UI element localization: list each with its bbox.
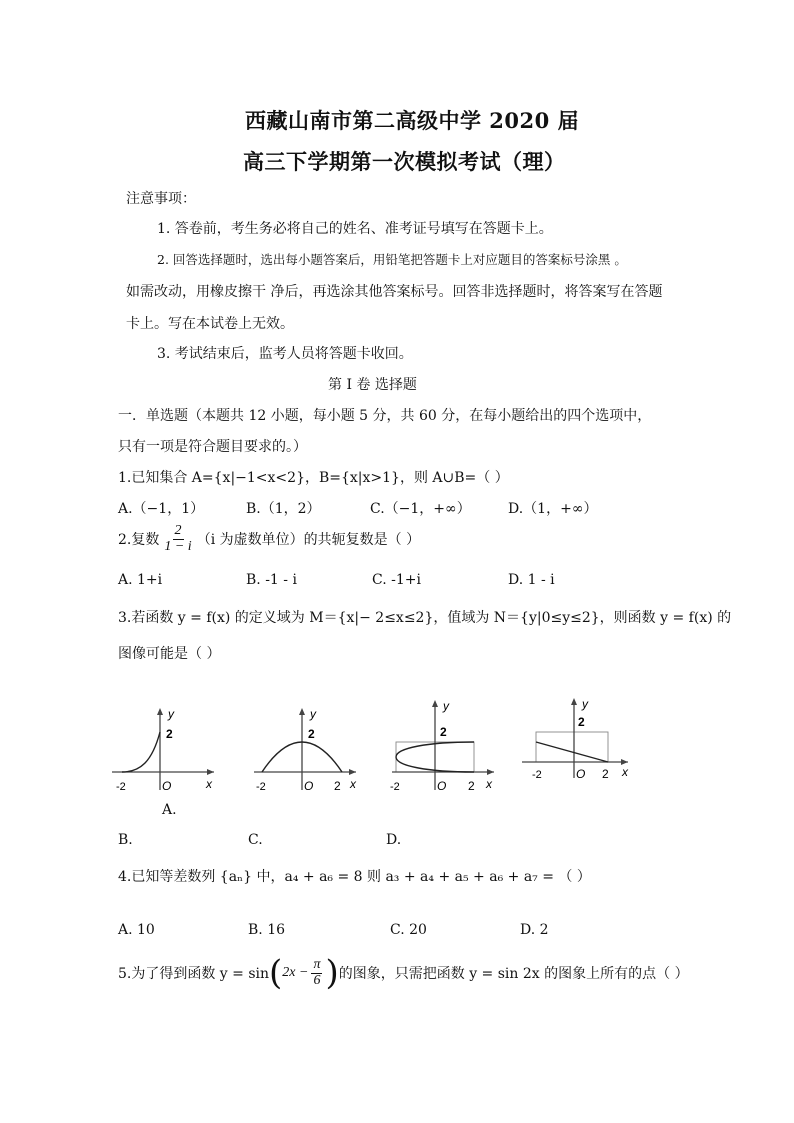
graph-a-curve	[122, 732, 160, 772]
q5-fraction	[311, 958, 322, 988]
graph-a	[108, 702, 220, 794]
q1-option-d: D.（1，+∞）	[508, 501, 598, 517]
q5-numerator: π	[313, 956, 321, 972]
q5-suffix: 的图象，只需把函数 y = sin 2x 的图象上所有的点（ ）	[338, 966, 689, 982]
graph-b-tick-2: 2	[308, 727, 315, 741]
q2-option-d: D. 1 - i	[508, 572, 555, 588]
q5-inner: 2x −	[282, 965, 309, 980]
q2-denominator: 1 − i	[164, 538, 192, 554]
graph-c-tick-pos2: 2	[468, 779, 475, 793]
graph-d-tick-pos2: 2	[602, 767, 609, 781]
q4-stem: 4.已知等差数列 {aₙ} 中，a₄ + a₆ = 8 则 a₃ + a₄ + a₅ + a₆ + a₇ = （ ）	[118, 869, 591, 885]
q4-option-c: C. 20	[390, 922, 427, 938]
q5-stem	[118, 953, 689, 993]
q4-option-a: A. 10	[118, 922, 155, 938]
graph-c	[388, 694, 500, 794]
graph-label-c: C.	[248, 832, 263, 848]
notice-item-3: 3. 考试结束后，监考人员将答题卡收回。	[157, 346, 413, 362]
notice-heading: 注意事项：	[126, 191, 196, 207]
graph-a-origin: O	[162, 779, 172, 793]
graph-c-origin: O	[437, 779, 447, 793]
graph-c-x-arrow	[487, 769, 494, 775]
notice-item-1: 1. 答卷前，考生务必将自己的姓名、准考证号填写在答题卡上。	[157, 221, 553, 237]
q2-fraction	[162, 524, 193, 554]
graph-b-x-arrow	[349, 769, 356, 775]
graph-a-x-label: x	[206, 777, 212, 791]
q4-option-b: B. 16	[248, 922, 286, 938]
graph-c-tick-neg2: -2	[390, 781, 400, 793]
q1-option-b: B.（1，2）	[246, 501, 321, 517]
graph-d-curve	[536, 742, 608, 762]
q1-option-c: C.（−1，+∞）	[370, 501, 471, 517]
graph-d-origin: O	[576, 767, 586, 781]
q2-stem	[118, 524, 420, 554]
graph-d-x-label: x	[622, 765, 628, 779]
graph-b-x-label: x	[350, 777, 356, 791]
graph-d-y-arrow	[571, 698, 577, 705]
graph-c-x-label: x	[486, 777, 492, 791]
graph-label-a: A.	[162, 802, 177, 818]
page-title: 西藏山南市第二高级中学 2020 届	[245, 108, 580, 133]
q2-option-a: A. 1+i	[118, 572, 163, 588]
notice-item-2: 2. 回答选择题时，选出每小题答案后，用铅笔把答题卡上对应题目的答案标号涂黑 。	[157, 252, 627, 267]
q2-suffix: （i 为虚数单位）的共轭复数是（ ）	[196, 532, 421, 549]
graph-d-y-label: y	[582, 697, 588, 711]
graph-d-bounding-box	[536, 732, 608, 762]
q5-left-paren: (	[269, 953, 283, 993]
graph-a-y-label: y	[168, 707, 174, 721]
graph-label-d: D.	[386, 832, 402, 848]
q2-prefix: 2.复数	[118, 532, 160, 549]
q5-prefix: 5.为了得到函数 y = sin	[118, 966, 270, 982]
graph-a-tick-neg2: -2	[116, 781, 126, 793]
graph-d-tick-2: 2	[578, 715, 585, 729]
section-heading-line1: 一．单选题（本题共 12 小题，每小题 5 分，共 60 分，在每小题给出的四个选项中，	[118, 408, 652, 424]
graph-d	[518, 694, 634, 784]
notice-item-2-end: 卡上。写在本试卷上无效。	[126, 316, 294, 332]
graph-b-tick-neg2: -2	[256, 781, 266, 793]
q3-stem-line1: 3.若函数 y = f(x) 的定义域为 M＝{x|− 2≤x≤2}，值域为 N＝{y|0≤y≤2}，则函数 y = f(x) 的	[118, 610, 732, 626]
graph-c-y-arrow	[432, 700, 438, 707]
section-title: 第 I 卷 选择题	[328, 377, 417, 393]
section-heading-line2: 只有一项是符合题目要求的。）	[118, 439, 307, 455]
graph-label-b: B.	[118, 832, 133, 848]
q4-option-d: D. 2	[520, 922, 549, 938]
graph-b-y-label: y	[310, 707, 316, 721]
graph-b	[250, 702, 362, 794]
graph-a-tick-2: 2	[166, 727, 173, 741]
q5-right-paren: )	[325, 953, 339, 993]
graph-a-y-arrow	[157, 708, 163, 715]
graph-a-x-arrow	[207, 769, 214, 775]
graph-b-tick-pos2: 2	[334, 779, 341, 793]
graph-c-tick-2: 2	[440, 725, 447, 739]
q2-numerator: 2	[174, 523, 182, 538]
q2-option-b: B. -1 - i	[246, 572, 297, 588]
page-subtitle: 高三下学期第一次模拟考试（理）	[243, 149, 566, 174]
graph-c-y-label: y	[443, 699, 449, 713]
q1-stem: 1.已知集合 A={x|−1<x<2}，B={x|x>1}，则 A∪B=（ ）	[118, 470, 509, 486]
q3-stem-line2: 图像可能是（ ）	[118, 646, 221, 662]
notice-item-2-cont: 如需改动，用橡皮擦干 净后，再选涂其他答案标号。回答非选择题时，将答案写在答题	[126, 284, 663, 300]
graph-b-origin: O	[304, 779, 314, 793]
graph-b-y-arrow	[299, 708, 305, 715]
q2-option-c: C. -1+i	[372, 572, 421, 588]
graph-d-tick-neg2: -2	[532, 769, 542, 781]
q5-denominator: 6	[313, 972, 321, 988]
q1-option-a: A.（−1，1）	[118, 501, 205, 517]
